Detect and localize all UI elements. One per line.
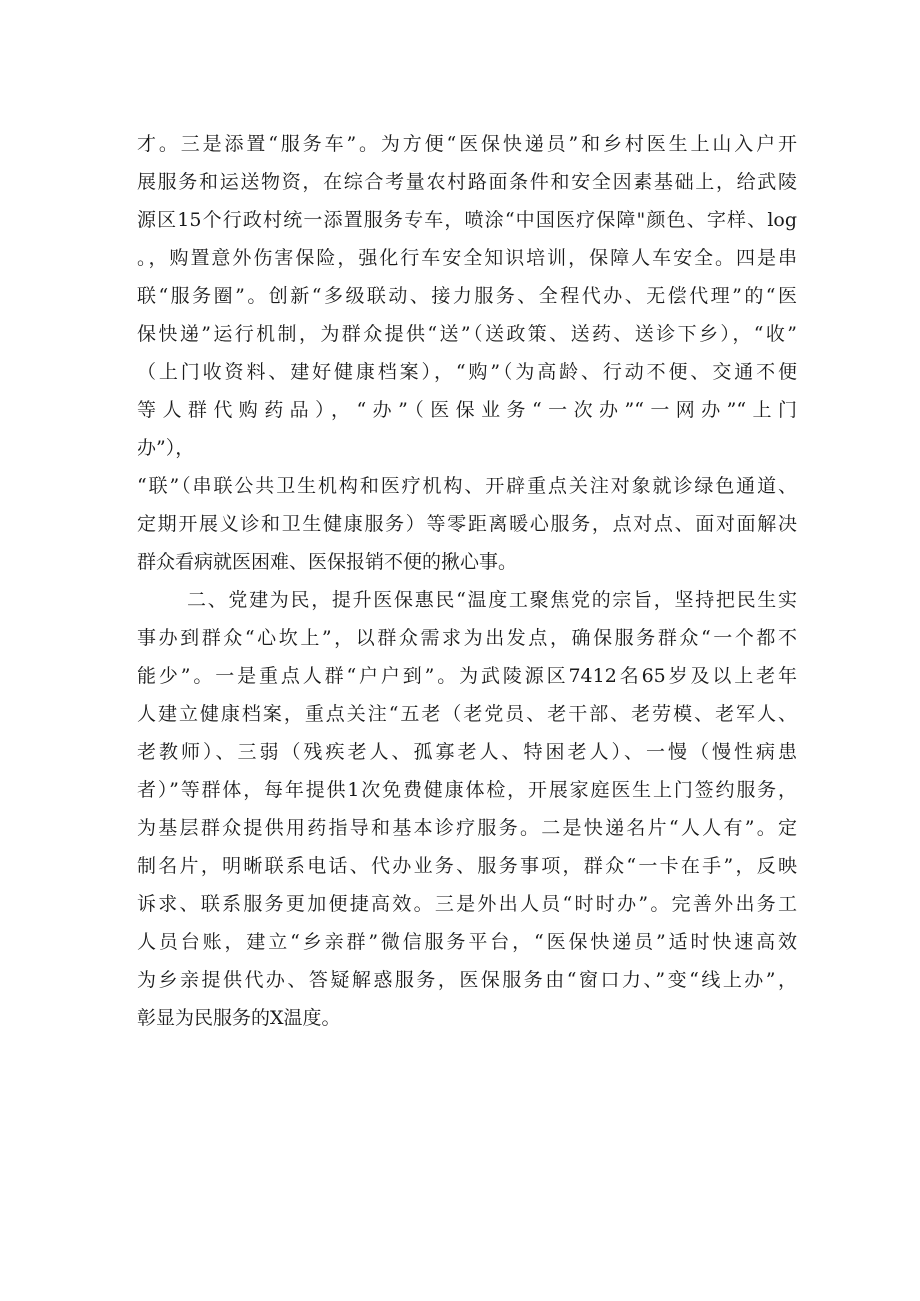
text-line: 等人群代购药品），“办”（医保业务“一次办”“一网办”“上门 [137,399,797,421]
text-line: 办”）， [137,437,195,459]
text-line: 彰显为民服务的X温度。 [137,1007,341,1029]
text-line: 制名片，明晰联系电话、代办业务、服务事项，群众“一卡在手”，反映 [137,855,797,877]
text-line: 展服务和运送物资，在综合考量农村路面条件和安全因素基础上，给武陵 [137,171,797,193]
text-line: 二、党建为民，提升医保惠民“温度工聚焦党的宗旨，坚持把民生实 [187,589,797,611]
text-line: （上门收资料、建好健康档案），“购”（为高龄、行动不便、交通不便 [137,361,797,383]
text-line: 源区15个行政村统一添置服务专车，喷涂“中国医疗保障"颜色、字样、log [137,209,797,231]
text-line: 人建立健康档案，重点关注“五老（老党员、老干部、老劳模、老军人、 [137,703,797,725]
text-line: “联”（串联公共卫生机构和医疗机构、开辟重点关注对象就诊绿色通道、 [137,475,797,497]
text-line: 才。三是添置“服务车”。为方便“医保快递员”和乡村医生上山入户开 [137,133,797,155]
text-line: 联“服务圈”。创新“多级联动、接力服务、全程代办、无偿代理”的“医 [137,285,797,307]
text-line: 人员台账，建立“乡亲群”微信服务平台，“医保快递员”适时快速高效 [137,931,797,953]
body-text [137,125,797,1037]
text-line: 定期开展义诊和卫生健康服务）等零距离暖心服务，点对点、面对面解决 [137,513,797,535]
text-line: 群众看病就医困难、医保报销不便的揪心事。 [137,551,518,573]
text-line: 诉求、联系服务更加便捷高效。三是外出人员“时时办”。完善外出务工 [137,893,797,915]
text-line: 者）”等群体，每年提供1次免费健康体检，开展家庭医生上门签约服务， [137,779,797,801]
text-line: 老教师）、三弱（残疾老人、孤寡老人、特困老人）、一慢（慢性病患 [137,741,797,763]
text-line: 为乡亲提供代办、答疑解惑服务，医保服务由“窗口力、”变“线上办”， [137,969,797,991]
text-line: 。，购置意外伤害保险，强化行车安全知识培训，保障人车安全。四是串 [137,247,797,269]
text-line: 能少”。一是重点人群“户户到”。为武陵源区7412名65岁及以上老年 [137,665,797,687]
text-line: 事办到群众“心坎上”，以群众需求为出发点，确保服务群众“一个都不 [137,627,797,649]
text-line: 为基层群众提供用药指导和基本诊疗服务。二是快递名片“人人有”。定 [137,817,797,839]
text-line: 保快递”运行机制，为群众提供“送”（送政策、送药、送诊下乡），“收” [137,323,797,345]
